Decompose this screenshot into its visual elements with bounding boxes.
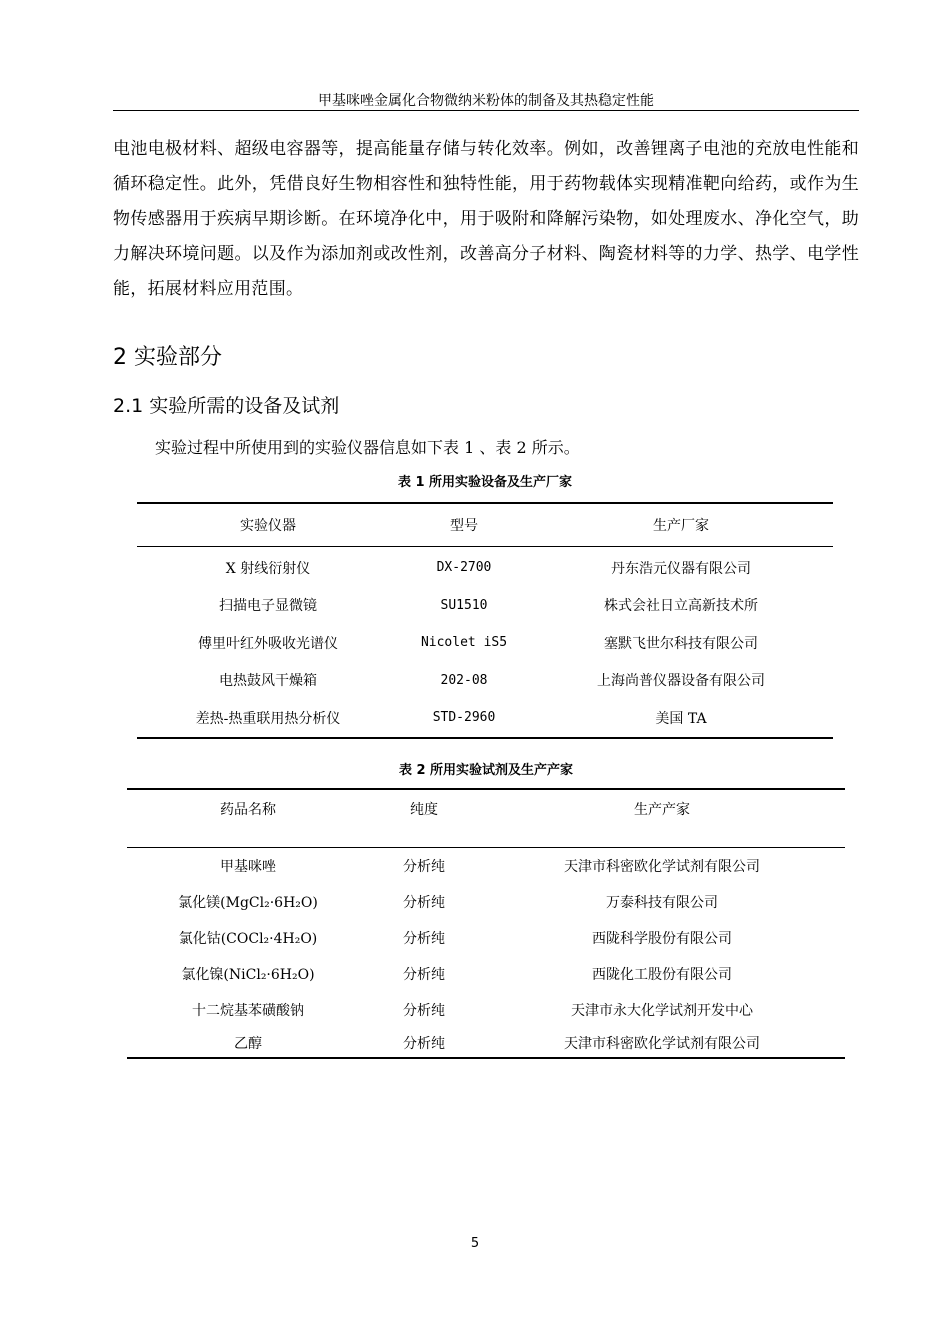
column-header: 生产厂家	[529, 503, 833, 547]
instrument-name: 差热-热重联用热分析仪	[195, 710, 341, 727]
column-header: 型号	[399, 503, 529, 547]
equipment-table	[137, 502, 833, 739]
instrument-model: 202-08	[440, 672, 488, 688]
reagent-purity: 分析纯	[403, 859, 445, 875]
reagent-manufacturer: 万泰科技有限公司	[606, 895, 718, 911]
instrument-manufacturer: 上海尚普仪器设备有限公司	[597, 673, 765, 690]
table-row	[137, 587, 833, 625]
instrument-manufacturer: 丹东浩元仪器有限公司	[611, 560, 751, 577]
instrument-model: STD-2960	[432, 710, 496, 726]
page-number: 5	[470, 1236, 480, 1251]
column-header: 纯度	[369, 789, 479, 848]
instrument-name: X 射线衍射仪	[225, 560, 311, 577]
section-heading: 2 实验部分	[113, 345, 222, 370]
reagent-name: 十二烷基苯磺酸钠	[192, 1003, 304, 1019]
instrument-name: 电热鼓风干燥箱	[219, 673, 317, 690]
reagent-name: 乙醇	[234, 1035, 262, 1052]
table1-caption: 表 1 所用实验设备及生产厂家	[397, 475, 573, 490]
instrument-manufacturer: 美国 TA	[655, 710, 707, 727]
reagent-purity: 分析纯	[403, 1035, 445, 1052]
column-header: 实验仪器	[137, 503, 399, 547]
reagent-name: 甲基咪唑	[220, 859, 276, 875]
reagent-purity: 分析纯	[403, 895, 445, 911]
table-row	[137, 624, 833, 662]
reagent-manufacturer: 西陇科学股份有限公司	[592, 931, 732, 947]
column-header: 药品名称	[127, 789, 369, 848]
reagent-manufacturer: 天津市科密欧化学试剂有限公司	[564, 1035, 760, 1052]
reagent-purity: 分析纯	[403, 967, 445, 983]
table-header-row	[127, 789, 845, 848]
table-header-row	[137, 503, 833, 547]
reagent-manufacturer: 天津市科密欧化学试剂有限公司	[564, 859, 760, 875]
reagent-purity: 分析纯	[403, 931, 445, 947]
table-row	[127, 956, 845, 992]
table-row	[127, 884, 845, 920]
running-header: 甲基咪唑金属化合物微纳米粉体的制备及其热稳定性能	[318, 93, 654, 109]
reagent-manufacturer: 天津市永大化学试剂开发中心	[571, 1003, 753, 1019]
instrument-manufacturer: 塞默飞世尔科技有限公司	[604, 635, 758, 652]
reagent-name: 氯化镍(NiCl₂·6H₂O)	[181, 967, 315, 983]
column-header: 生产产家	[479, 789, 845, 848]
header-rule	[113, 110, 859, 111]
instrument-name: 傅里叶红外吸收光谱仪	[198, 635, 338, 652]
table-row	[127, 920, 845, 956]
table-row	[137, 547, 833, 587]
instrument-model: DX-2700	[436, 560, 492, 576]
reagent-name: 氯化钴(COCl₂·4H₂O)	[178, 931, 318, 947]
reagent-purity: 分析纯	[403, 1003, 445, 1019]
table-row	[137, 699, 833, 738]
subsection-heading: 2.1 实验所需的设备及试剂	[113, 395, 340, 417]
reagent-manufacturer: 西陇化工股份有限公司	[592, 967, 732, 983]
instrument-manufacturer: 株式会社日立高新技术所	[604, 598, 758, 615]
table-row	[127, 848, 845, 885]
table-row	[127, 1028, 845, 1058]
intro-paragraph: 实验过程中所使用到的实验仪器信息如下表 1 、表 2 所示。	[155, 438, 580, 457]
reagent-table	[127, 788, 845, 1059]
instrument-model: SU1510	[440, 597, 488, 613]
body-paragraph: 电池电极材料、超级电容器等，提高能量存储与转化效率。例如，改善锂离子电池的充放电性能和循环稳定性。此外，凭借良好生物相容性和独特性能，用于药物载体实现精准靶向给药，或作为生物传感器用于疾病早期诊断。在环境净化中，用于吸附和降解污染物，如处理废水、净化空气，助力解决环境问题。以及作为添加剂或改性剂，改善高分子材料、陶瓷材料等的力学、热学、电学性能，拓展材料应用范围。	[113, 139, 859, 299]
reagent-name: 氯化镁(MgCl₂·6H₂O)	[178, 895, 318, 911]
instrument-name: 扫描电子显微镜	[219, 598, 317, 615]
table2-caption: 表 2 所用实验试剂及生产产家	[398, 763, 574, 778]
instrument-model: Nicolet iS5	[420, 635, 508, 651]
table-row	[127, 992, 845, 1028]
table-row	[137, 662, 833, 700]
